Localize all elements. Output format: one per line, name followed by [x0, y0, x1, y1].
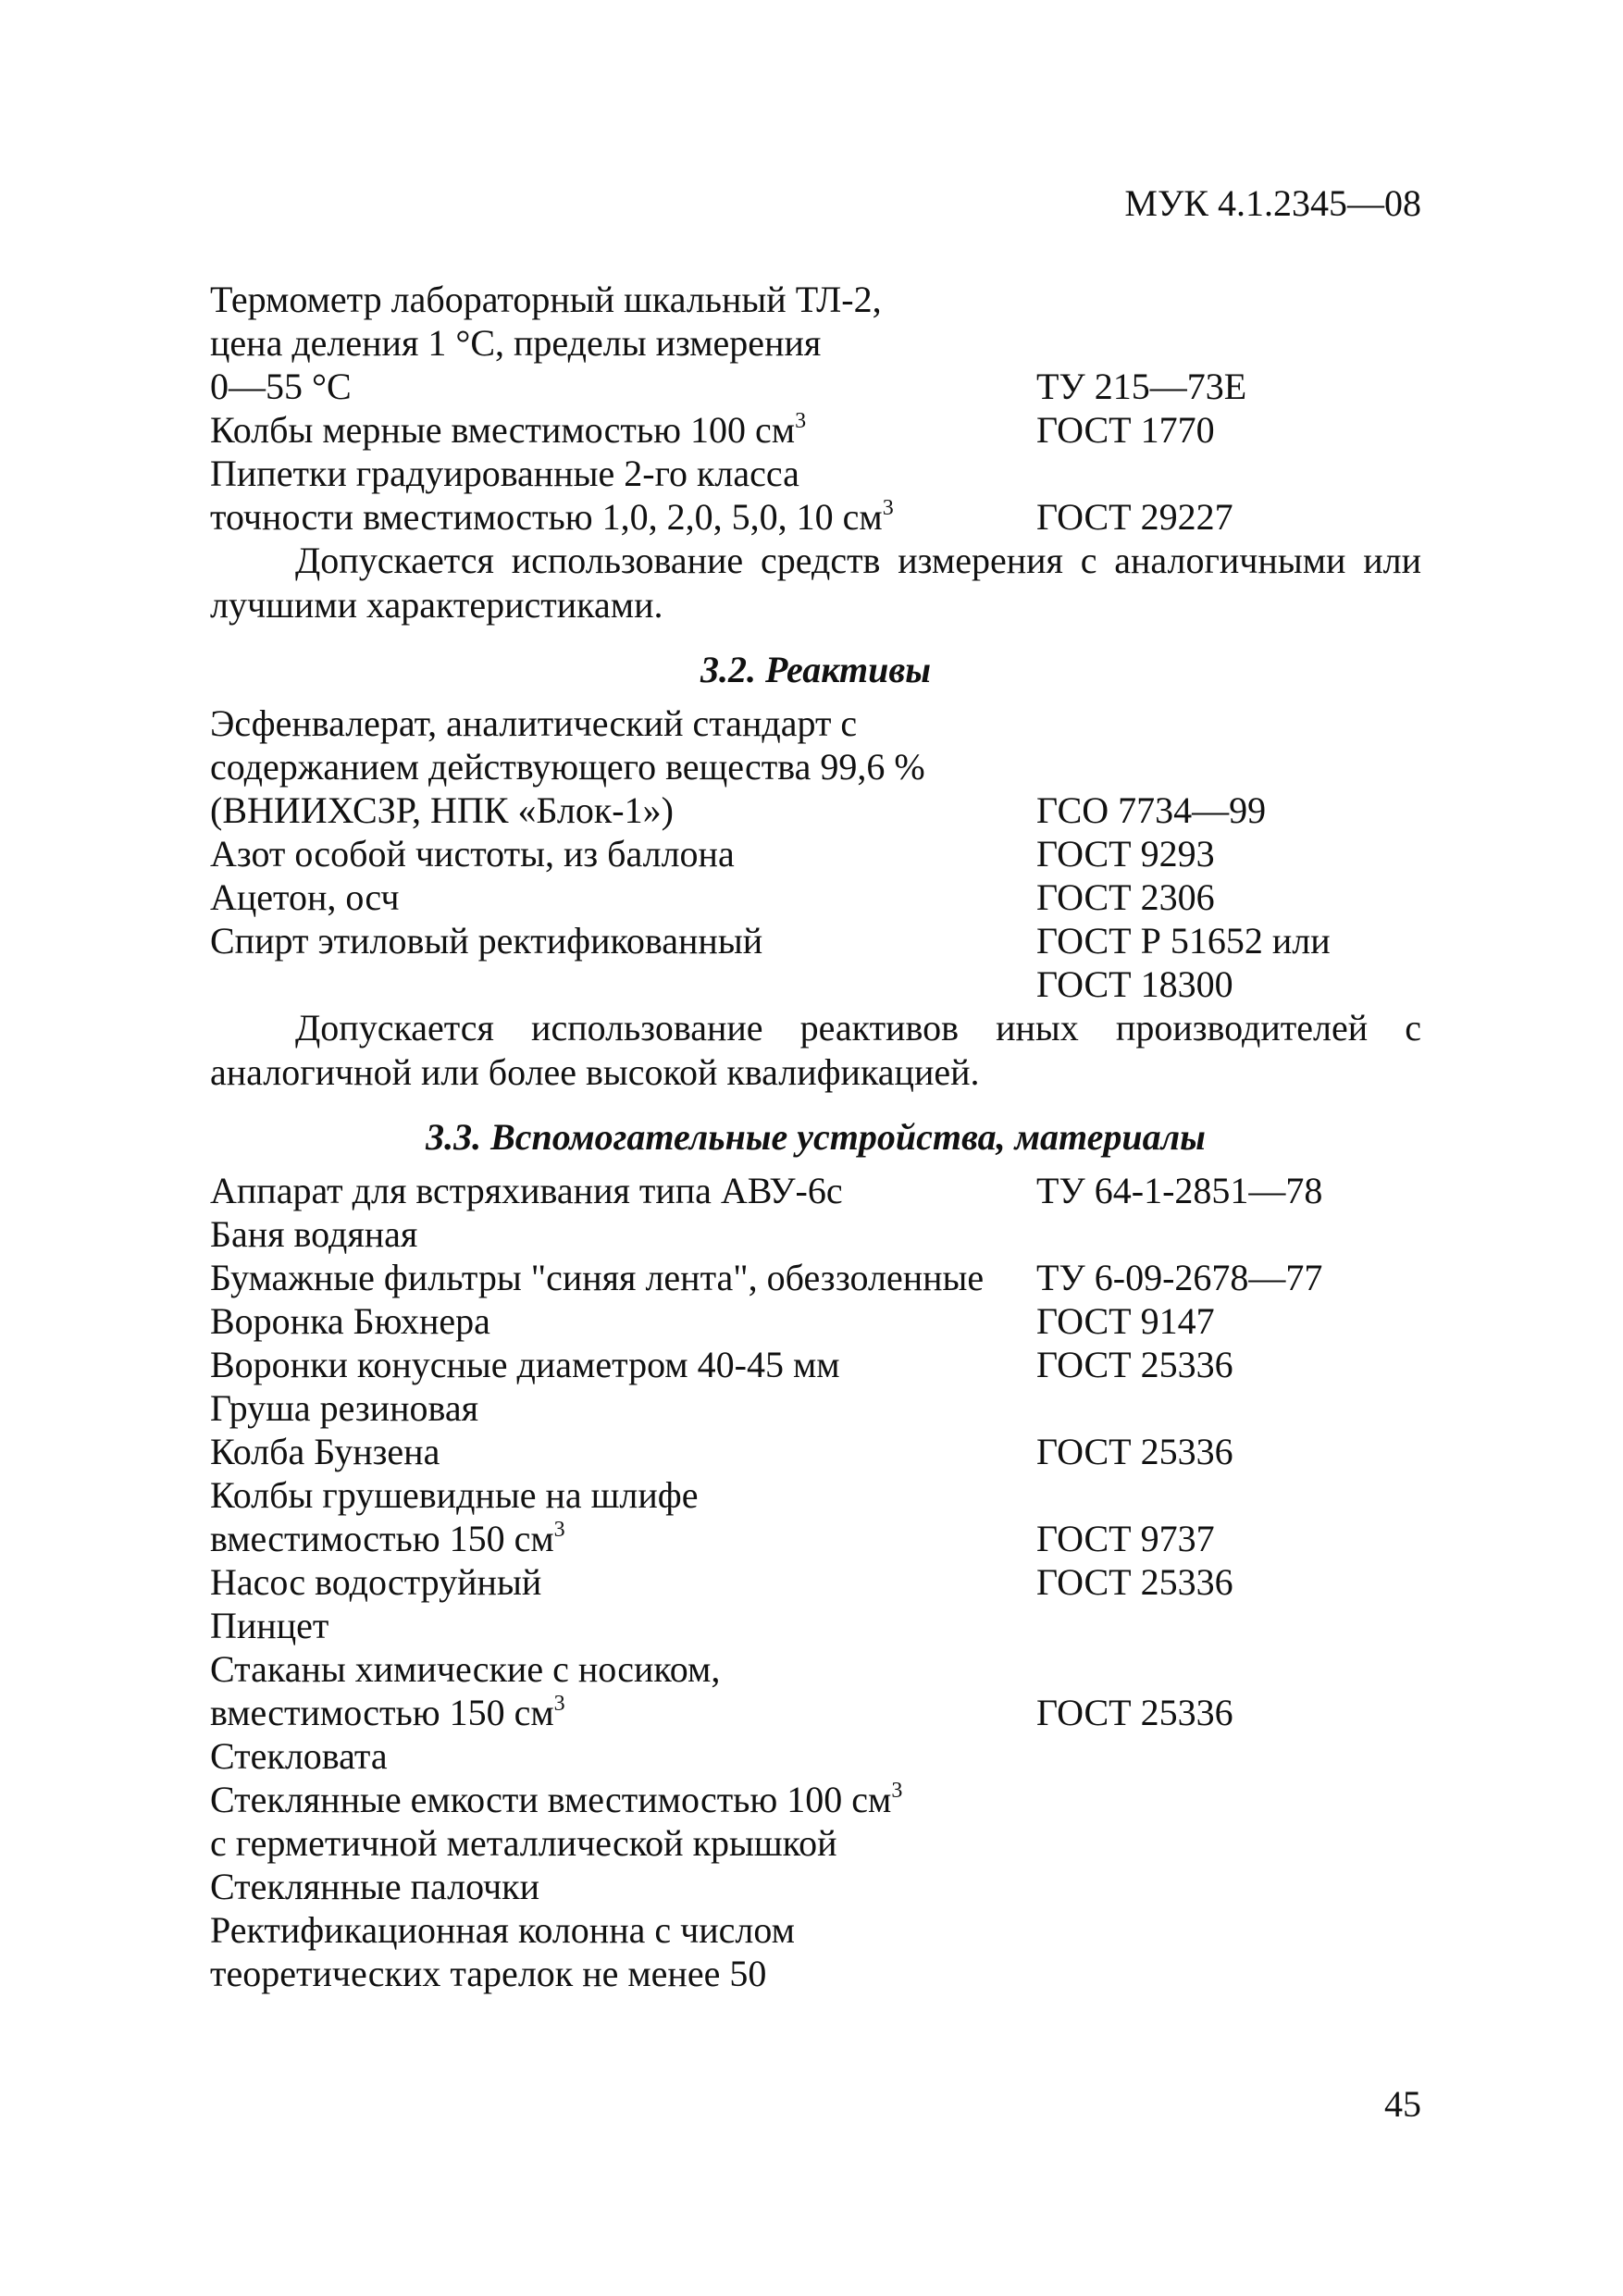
item-standard	[1036, 1952, 1421, 1995]
item-name: Аппарат для встряхивания типа АВУ-6с	[210, 1170, 843, 1211]
item-name: Эсфенвалерат, аналитический стандарт с	[210, 702, 858, 744]
item-name: Термометр лабораторный шкальный ТЛ-2,	[210, 279, 882, 320]
item-standard	[1036, 1865, 1421, 1908]
item-standard	[1036, 1778, 1421, 1821]
list-item	[210, 321, 1421, 365]
item-name-with-unit	[210, 1691, 1036, 1734]
item-standard: ГОСТ 1770	[1036, 409, 1215, 451]
item-standard	[1036, 278, 1421, 321]
item-standard: ГОСТ 29227	[1036, 496, 1233, 538]
unit-superscript: 3	[553, 1691, 565, 1716]
list-item	[210, 962, 1421, 1006]
section-heading-reagents: 3.2. Реактивы	[700, 649, 931, 690]
list-item	[210, 919, 1421, 962]
instruments-list	[210, 278, 1421, 539]
item-name: Колбы грушевидные на шлифе	[210, 1474, 699, 1516]
list-item	[210, 278, 1421, 321]
unit-superscript: 3	[795, 408, 807, 433]
item-standard: ГОСТ 25336	[1036, 1431, 1233, 1472]
list-item	[210, 1952, 1421, 1995]
list-item	[210, 452, 1421, 495]
item-standard	[1036, 745, 1421, 788]
item-standard: ГОСТ Р 51652 или	[1036, 920, 1331, 962]
item-name: Пипетки градуированные 2-го класса	[210, 453, 799, 494]
item-standard	[1036, 321, 1421, 365]
item-standard	[1036, 1212, 1421, 1256]
list-item	[210, 832, 1421, 875]
item-name: теоретических тарелок не менее 50	[210, 1953, 767, 1994]
list-item	[210, 788, 1421, 832]
item-name-with-unit	[210, 495, 1036, 539]
item-standard	[1036, 452, 1421, 495]
item-standard: ТУ 64-1-2851—78	[1036, 1170, 1323, 1211]
item-name-with-unit	[210, 1517, 1036, 1560]
item-name: (ВНИИХСЗР, НПК «Блок-1»)	[210, 789, 674, 831]
item-name: 0—55 °С	[210, 366, 352, 407]
item-standard: ГОСТ 25336	[1036, 1344, 1233, 1385]
item-name: Воронка Бюхнера	[210, 1300, 490, 1342]
list-item	[210, 1560, 1421, 1604]
item-name: Стекловата	[210, 1735, 388, 1777]
item-name: Ацетон, осч	[210, 876, 400, 918]
item-name: Стеклянные емкости вместимостью 100 см	[210, 1779, 892, 1820]
item-name-with-unit	[210, 408, 1036, 452]
item-standard: ТУ 6-09-2678—77	[1036, 1257, 1323, 1298]
item-name: содержанием действующего вещества 99,6 %	[210, 746, 925, 788]
list-item	[210, 365, 1421, 408]
item-name: цена деления 1 °С, пределы измерения	[210, 322, 822, 364]
document-body	[210, 278, 1421, 1995]
list-item	[210, 1734, 1421, 1778]
list-item	[210, 1386, 1421, 1430]
item-name	[210, 962, 1036, 1006]
reagents-note: Допускается использование реактивов иных производителей с аналогичной или более высокой квалификацией.	[210, 1007, 1421, 1093]
list-item	[210, 1647, 1421, 1691]
item-standard	[1036, 1386, 1421, 1430]
item-name: Пинцет	[210, 1605, 329, 1646]
unit-superscript: 3	[553, 1517, 565, 1542]
item-name: Ректификационная колонна с числом	[210, 1909, 795, 1951]
item-name: с герметичной металлической крышкой	[210, 1822, 837, 1864]
list-item	[210, 1691, 1421, 1734]
section-heading-aux: 3.3. Вспомогательные устройства, материалы	[426, 1116, 1206, 1158]
item-name: вместимостью 150 см	[210, 1692, 554, 1733]
item-name-with-unit	[210, 1778, 1036, 1821]
list-item	[210, 701, 1421, 745]
list-item	[210, 495, 1421, 539]
item-standard	[1036, 1821, 1421, 1865]
item-standard: ГОСТ 9737	[1036, 1518, 1215, 1559]
item-standard: ГОСТ 2306	[1036, 876, 1215, 918]
item-standard: ГОСТ 9293	[1036, 833, 1215, 875]
item-name: точности вместимостью 1,0, 2,0, 5,0, 10 см	[210, 496, 883, 538]
list-item	[210, 1778, 1421, 1821]
list-item	[210, 1865, 1421, 1908]
item-name: Бумажные фильтры "синяя лента", обеззоленные	[210, 1257, 985, 1298]
unit-superscript: 3	[891, 1778, 903, 1803]
item-name: Колба Бунзена	[210, 1431, 440, 1472]
item-standard	[1036, 701, 1421, 745]
list-item	[210, 875, 1421, 919]
item-standard	[1036, 1473, 1421, 1517]
item-standard: ТУ 215—73Е	[1036, 366, 1247, 407]
list-item	[210, 1604, 1421, 1647]
page-number: 45	[1384, 2083, 1421, 2125]
item-standard	[1036, 1734, 1421, 1778]
list-item	[210, 1821, 1421, 1865]
document-code-header: МУК 4.1.2345—08	[1124, 182, 1421, 224]
item-name: вместимостью 150 см	[210, 1518, 554, 1559]
item-standard: ГОСТ 9147	[1036, 1300, 1215, 1342]
item-standard: ГОСТ 18300	[1036, 963, 1233, 1005]
item-name: Стаканы химические с носиком,	[210, 1648, 721, 1690]
item-standard: ГОСТ 25336	[1036, 1561, 1233, 1603]
item-standard	[1036, 1647, 1421, 1691]
list-item	[210, 1343, 1421, 1386]
list-item	[210, 1430, 1421, 1473]
list-item	[210, 408, 1421, 452]
unit-superscript: 3	[882, 495, 894, 520]
item-name: Насос водоструйный	[210, 1561, 542, 1603]
list-item	[210, 1256, 1421, 1299]
item-standard	[1036, 1908, 1421, 1952]
item-name: Колбы мерные вместимостью 100 см	[210, 409, 796, 451]
item-name: Груша резиновая	[210, 1387, 478, 1429]
list-item	[210, 1212, 1421, 1256]
aux-list	[210, 1169, 1421, 1995]
item-name: Баня водяная	[210, 1213, 418, 1255]
item-name: Воронки конусные диаметром 40-45 мм	[210, 1344, 840, 1385]
reagents-list	[210, 701, 1421, 1006]
list-item	[210, 1908, 1421, 1952]
instruments-note: Допускается использование средств измерения с аналогичными или лучшими характеристиками.	[210, 540, 1421, 626]
list-item	[210, 1473, 1421, 1517]
list-item	[210, 1517, 1421, 1560]
list-item	[210, 1169, 1421, 1212]
item-standard: ГСО 7734—99	[1036, 789, 1267, 831]
item-standard	[1036, 1604, 1421, 1647]
item-name: Спирт этиловый ректификованный	[210, 920, 763, 962]
item-name: Азот особой чистоты, из баллона	[210, 833, 735, 875]
item-standard: ГОСТ 25336	[1036, 1692, 1233, 1733]
list-item	[210, 745, 1421, 788]
list-item	[210, 1299, 1421, 1343]
item-name: Стеклянные палочки	[210, 1866, 540, 1907]
